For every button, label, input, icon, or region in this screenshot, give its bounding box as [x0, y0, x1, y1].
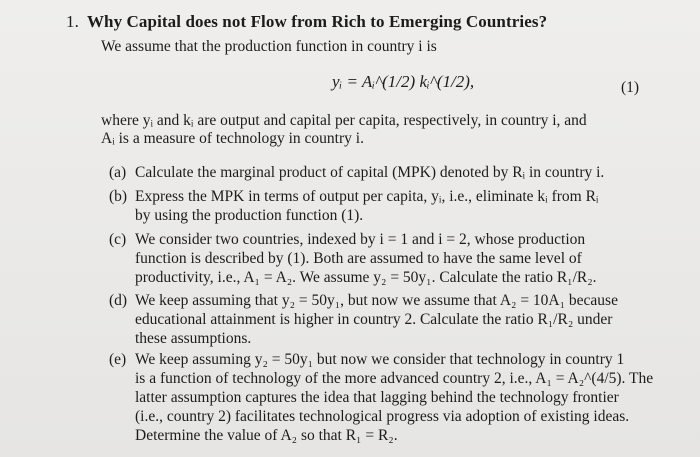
- part-a: [101, 163, 646, 182]
- question-title: Why Capital does not Flow from Rich to Emerging Countries?: [86, 12, 548, 31]
- part-b: [101, 187, 646, 225]
- part-line: is a function of technology of the more advanced country 2, i.e., A₁ = A₂^(4/5). The: [135, 370, 654, 387]
- part-line: these assumptions.: [135, 330, 252, 347]
- production-function-equation: yᵢ = Aᵢ^(1/2) kᵢ^(1/2),: [332, 72, 475, 91]
- part-line: by using the production function (1).: [135, 207, 364, 224]
- question-heading: [66, 12, 547, 32]
- question-intro: We assume that the production function in country i is: [101, 38, 437, 55]
- part-line: latter assumption captures the idea that lagging behind the technology frontier: [135, 389, 619, 406]
- question-number: 1.: [66, 12, 79, 31]
- part-label: (d): [109, 292, 128, 309]
- variable-definitions: [101, 112, 651, 148]
- definition-line: Aᵢ is a measure of technology in country i.: [101, 130, 364, 147]
- part-line: (i.e., country 2) facilitates technological progress via adoption of existing ideas.: [135, 408, 630, 425]
- part-line: Express the MPK in terms of output per capita, yᵢ, i.e., eliminate kᵢ from Rᵢ: [135, 188, 599, 205]
- part-line: We consider two countries, indexed by i = 1 and i = 2, whose production: [135, 231, 586, 248]
- part-e: [101, 350, 654, 445]
- part-label: (b): [109, 188, 128, 205]
- part-label: (c): [109, 231, 127, 248]
- part-line: Calculate the marginal product of capital (MPK) denoted by Rᵢ in country i.: [135, 164, 605, 181]
- part-line: Determine the value of A₂ so that R₁ = R₂.: [135, 427, 398, 444]
- part-c: [101, 230, 646, 287]
- part-line: productivity, i.e., A₁ = A₂. We assume y₂ = 50y₁. Calculate the ratio R₁/R₂.: [135, 269, 597, 286]
- part-label: (a): [109, 164, 127, 181]
- part-d: [101, 291, 646, 348]
- equation-number: (1): [621, 79, 640, 96]
- part-label: (e): [109, 351, 127, 368]
- definition-line: where yᵢ and kᵢ are output and capital per capita, respectively, in country i, and: [101, 112, 587, 129]
- part-line: We keep assuming that y₂ = 50y₁, but now we assume that A₂ = 10A₁ because: [135, 292, 618, 309]
- part-line: educational attainment is higher in country 2. Calculate the ratio R₁/R₂ under: [135, 311, 613, 328]
- part-line: function is described by (1). Both are assumed to have the same level of: [135, 250, 582, 267]
- part-line: We keep assuming y₂ = 50y₁ but now we consider that technology in country 1: [135, 351, 625, 368]
